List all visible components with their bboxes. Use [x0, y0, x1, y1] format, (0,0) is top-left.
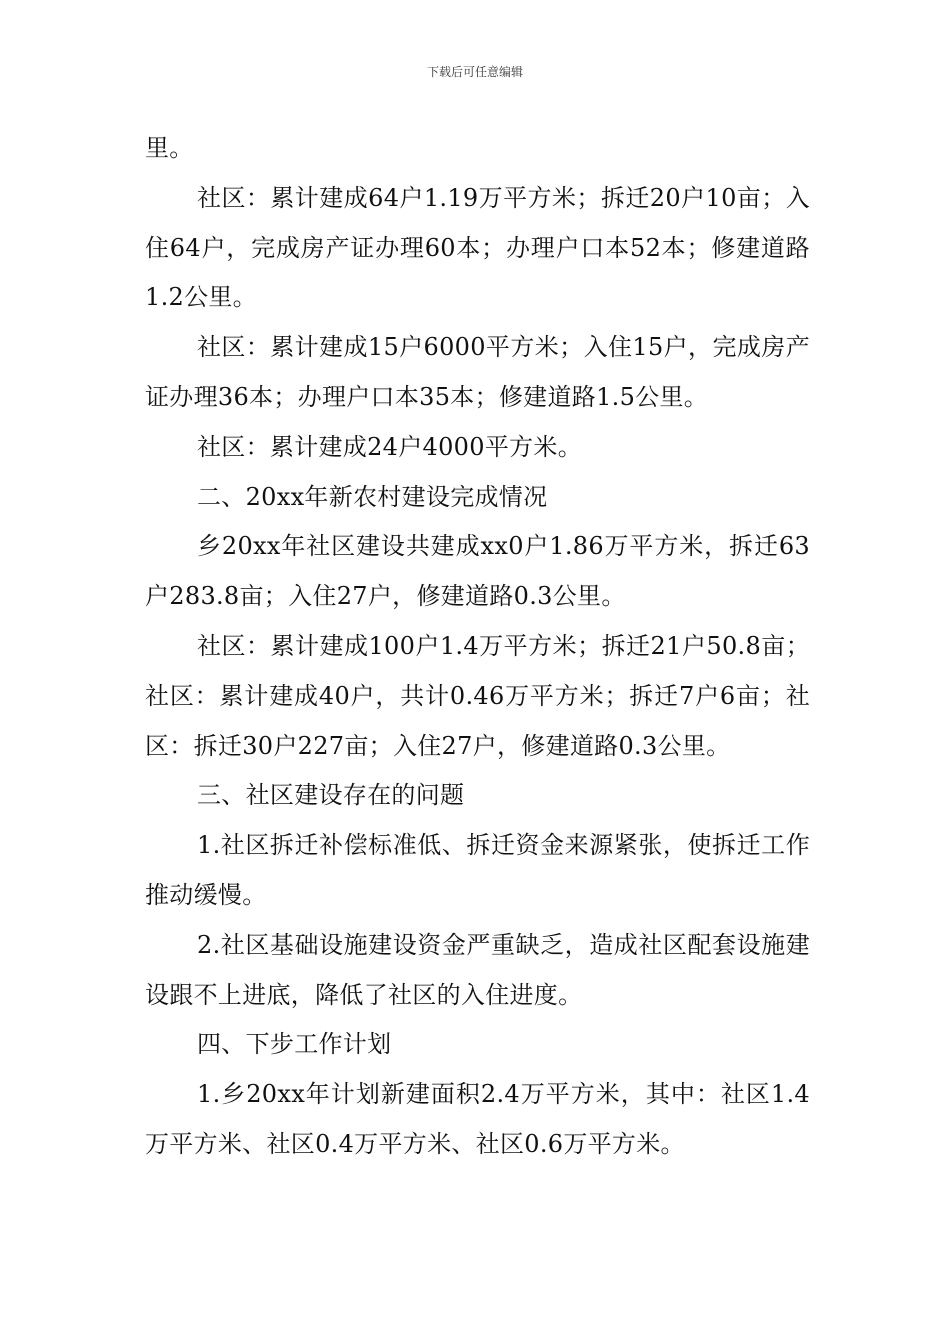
- document-body: [145, 124, 810, 1170]
- paragraph-4: 社区：累计建成24户4000平方米。: [197, 432, 583, 461]
- paragraph-12: 1.乡20xx年计划新建面积2.4万平方米，其中：社区1.4万平方米、社区0.4万平方米、社区0.6万平方米。: [145, 1080, 810, 1158]
- section-heading-3: 三、社区建设存在的问题: [197, 781, 465, 810]
- paragraph-1: 里。: [145, 134, 194, 162]
- page-header-note: 下载后可任意编辑: [426, 65, 523, 79]
- paragraph-9: 1.社区拆迁补偿标准低、拆迁资金来源紧张，使拆迁工作推动缓慢。: [145, 831, 810, 909]
- paragraph-7: 社区：累计建成100户1.4万平方米；拆迁21户50.8亩；社区：累计建成40户，共计0.46万平方米；拆迁7户6亩；社区：拆迁30户227亩；入住27户，修建道路0.3公里。: [145, 631, 810, 760]
- paragraph-6: 乡20xx年社区建设共建成xx0户1.86万平方米，拆迁63户283.8亩；入住27户，修建道路0.3公里。: [145, 532, 810, 611]
- section-heading-2: 二、20xx年新农村建设完成情况: [197, 482, 548, 511]
- section-heading-4: 四、下步工作计划: [197, 1030, 392, 1059]
- paragraph-2: 社区：累计建成64户1.19万平方米；拆迁20户10亩；入住64户，完成房产证办理60本；办理户口本52本；修建道路1.2公里。: [145, 183, 810, 312]
- paragraph-3: 社区：累计建成15户6000平方米；入住15户，完成房产证办理36本；办理户口本35本；修建道路1.5公里。: [145, 333, 810, 411]
- paragraph-10: 2.社区基础设施建设资金严重缺乏，造成社区配套设施建设跟不上进底，降低了社区的入住进度。: [145, 930, 810, 1009]
